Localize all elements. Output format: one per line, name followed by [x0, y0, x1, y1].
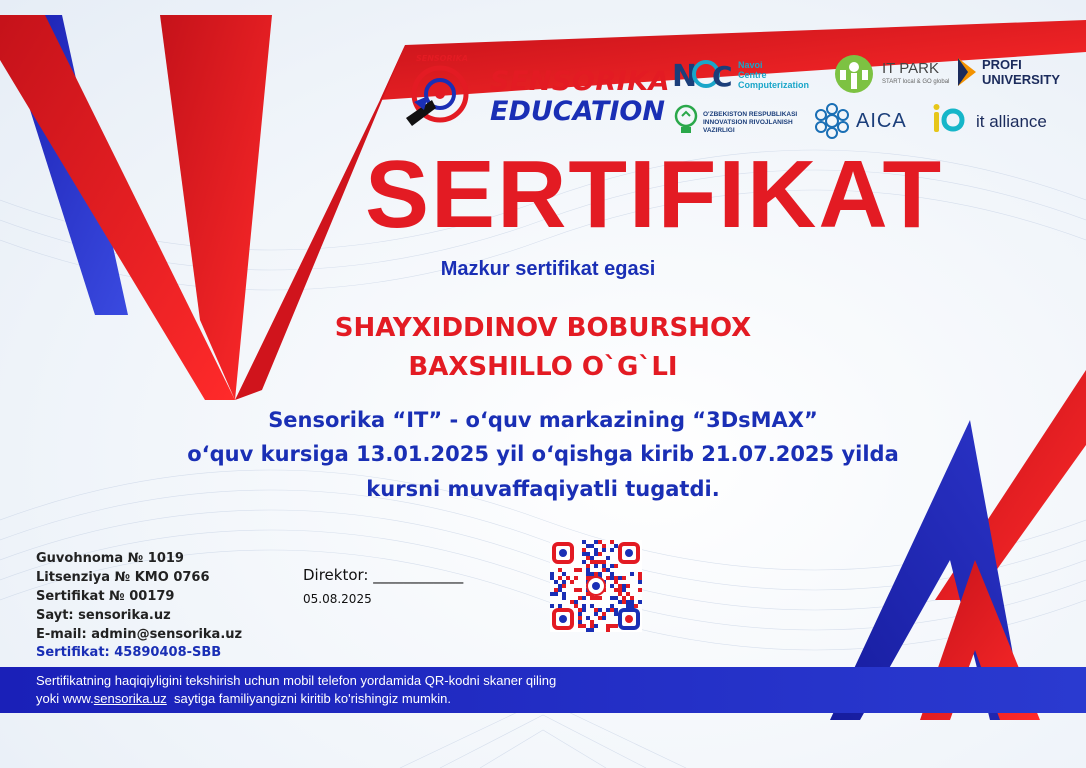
qr-module [594, 612, 598, 616]
qr-module [610, 596, 614, 600]
qr-module [586, 568, 590, 572]
qr-module [582, 624, 586, 628]
footer-line1: Sertifikatning haqiqiyligini tekshirish uchun mobil telefon yordamida QR-kodni skaner qiling [36, 673, 557, 688]
qr-module [638, 580, 642, 584]
qr-module [610, 540, 614, 544]
footer-line2 [36, 691, 451, 706]
qr-module [598, 560, 602, 564]
qr-module [578, 588, 582, 592]
qr-module [562, 584, 566, 588]
qr-module [590, 560, 594, 564]
profi-line1: PROFI [982, 57, 1022, 72]
profi-line2: UNIVERSITY [982, 72, 1061, 87]
qr-module [638, 600, 642, 604]
profi-logo-icon [956, 56, 978, 88]
qr-module [550, 572, 554, 576]
itpark-logo-icon [832, 54, 876, 94]
qr-module [626, 600, 630, 604]
qr-module [638, 576, 642, 580]
itpark-subtitle: START local & GO global [882, 79, 950, 85]
ministry-line1: O'ZBEKISTON RESPUBLIKASI [703, 111, 798, 118]
qr-module [614, 596, 618, 600]
qr-module [630, 572, 634, 576]
qr-module [582, 560, 586, 564]
qr-module [598, 608, 602, 612]
qr-module [638, 588, 642, 592]
qr-module [598, 552, 602, 556]
issue-date: 05.08.2025 [303, 592, 372, 606]
qr-module [594, 552, 598, 556]
qr-module [586, 552, 590, 556]
qr-module [578, 612, 582, 616]
sertifikat-number: Sertifikat № 00179 [36, 589, 175, 604]
footer-website-link[interactable]: sensorika.uz [93, 691, 167, 706]
qr-module [606, 608, 610, 612]
qr-module [558, 568, 562, 572]
certificate-title: SERTIFIKAT [365, 141, 944, 248]
guvohnoma: Guvohnoma № 1019 [36, 551, 184, 566]
qr-module [598, 596, 602, 600]
aica-logo-icon [812, 102, 852, 140]
qr-module [582, 540, 586, 544]
qr-module [622, 576, 626, 580]
qr-module [574, 568, 578, 572]
qr-module [558, 584, 562, 588]
qr-module [582, 552, 586, 556]
qr-module [590, 544, 594, 548]
qr-module [554, 580, 558, 584]
qr-module [554, 592, 558, 596]
qr-module [578, 568, 582, 572]
ncc-line1: Navoi [738, 60, 763, 70]
qr-module [578, 608, 582, 612]
lightbulb-icon [672, 104, 700, 136]
qr-module [614, 580, 618, 584]
ncc-logo-icon [672, 56, 732, 92]
ministry-line2: INNOVATSION RIVOJLANISH [703, 119, 793, 126]
qr-module [606, 556, 610, 560]
qr-module [602, 564, 606, 568]
itpark-title: IT PARK [882, 60, 939, 77]
qr-module [602, 616, 606, 620]
qr-module [602, 568, 606, 572]
recipient-name-line1: SHAYXIDDINOV BOBURSHOX [334, 313, 752, 343]
course-line3: kursni muvaffaqiyatli tugatdi. [366, 477, 720, 501]
ncc-line2: Centre [738, 70, 767, 80]
course-line2: o‘quv kursiga 13.01.2025 yil o‘qishga kirib 21.07.2025 yilda [187, 442, 899, 466]
qr-module [594, 608, 598, 612]
qr-module [586, 544, 590, 548]
qr-module [594, 564, 598, 568]
qr-module [618, 584, 622, 588]
qr-module [594, 572, 598, 576]
qr-module [610, 564, 614, 568]
qr-module [590, 624, 594, 628]
qr-module [602, 548, 606, 552]
svg-text:N: N [672, 59, 698, 92]
qr-module [590, 596, 594, 600]
course-line1: Sensorika “IT” - o‘quv markazining “3DsMAX” [268, 408, 818, 432]
recipient-name-line2: BAXSHILLO O`G`LI [408, 352, 678, 382]
qr-module [614, 564, 618, 568]
qr-module [618, 588, 622, 592]
qr-module [622, 584, 626, 588]
footer-suffix: saytiga familiyangizni kiritib ko'rishingiz mumkin. [166, 691, 452, 706]
qr-module [570, 600, 574, 604]
footer-prefix: yoki www. [36, 691, 94, 706]
qr-module [598, 572, 602, 576]
qr-module [574, 600, 578, 604]
director-label: Direktor: ____________ [303, 566, 464, 584]
qr-module [582, 604, 586, 608]
qr-module [614, 624, 618, 628]
qr-module [582, 548, 586, 552]
svg-text:C: C [712, 60, 732, 92]
qr-module [590, 556, 594, 560]
ministry-line3: VAZIRLIGI [703, 127, 735, 134]
qr-module [626, 584, 630, 588]
qr-module [554, 588, 558, 592]
qr-module [578, 624, 582, 628]
qr-module [594, 624, 598, 628]
qr-module [550, 592, 554, 596]
qr-module [630, 596, 634, 600]
qr-module [610, 604, 614, 608]
qr-module [626, 592, 630, 596]
aica-text: AICA [856, 110, 907, 132]
qr-module [598, 540, 602, 544]
top-red-band [380, 20, 1086, 100]
website: Sayt: sensorika.uz [36, 608, 171, 623]
qr-module [614, 544, 618, 548]
qr-module [582, 596, 586, 600]
qr-module [622, 596, 626, 600]
qr-module [610, 584, 614, 588]
qr-module [578, 596, 582, 600]
qr-module [610, 624, 614, 628]
qr-module [610, 608, 614, 612]
qr-module [590, 604, 594, 608]
qr-module [586, 572, 590, 576]
qr-module [578, 620, 582, 624]
email: E-mail: admin@sensorika.uz [36, 627, 243, 642]
qr-module [594, 560, 598, 564]
qr-module [606, 628, 610, 632]
qr-module [574, 576, 578, 580]
qr-module [606, 568, 610, 572]
qr-module [570, 580, 574, 584]
qr-module [590, 628, 594, 632]
qr-module [586, 628, 590, 632]
qr-module [610, 576, 614, 580]
qr-module [594, 540, 598, 544]
qr-module [586, 616, 590, 620]
qr-module [606, 624, 610, 628]
qr-module [630, 604, 634, 608]
qr-module [550, 576, 554, 580]
qr-module [590, 572, 594, 576]
sensorika-logo-emblem [402, 52, 482, 136]
brand-ring-text: SENSORIKA [416, 54, 469, 63]
qr-module [602, 612, 606, 616]
owner-label: Mazkur sertifikat egasi [440, 258, 656, 280]
qr-module [630, 600, 634, 604]
qr-code[interactable] [550, 540, 642, 632]
qr-module [594, 596, 598, 600]
qr-module [602, 560, 606, 564]
qr-module [558, 588, 562, 592]
qr-module [638, 572, 642, 576]
qr-module [594, 548, 598, 552]
qr-module [598, 616, 602, 620]
qr-module [614, 608, 618, 612]
qr-module [610, 548, 614, 552]
qr-module [606, 576, 610, 580]
qr-module [582, 608, 586, 612]
qr-module [622, 588, 626, 592]
qr-module [626, 604, 630, 608]
qr-module [614, 576, 618, 580]
qr-module [586, 556, 590, 560]
qr-module [614, 612, 618, 616]
qr-module [614, 588, 618, 592]
qr-module [618, 592, 622, 596]
brand-subtitle: EDUCATION [490, 96, 665, 127]
qr-module [562, 592, 566, 596]
qr-module [610, 572, 614, 576]
ncc-line3: Computerization [738, 80, 809, 90]
qr-module [558, 576, 562, 580]
qr-module [574, 588, 578, 592]
qr-module [602, 544, 606, 548]
italliance-logo-icon [932, 104, 972, 136]
qr-module [590, 620, 594, 624]
qr-module [558, 604, 562, 608]
qr-module [622, 600, 626, 604]
qr-module [578, 616, 582, 620]
qr-module [566, 576, 570, 580]
qr-module [562, 572, 566, 576]
qr-module [618, 576, 622, 580]
qr-module [550, 604, 554, 608]
qr-module [618, 600, 622, 604]
litsenziya: Litsenziya № KMO 0766 [36, 570, 210, 585]
italliance-text: it alliance [976, 112, 1047, 131]
qr-module [586, 564, 590, 568]
qr-module [562, 596, 566, 600]
brand-title: SENSORIKA [490, 66, 671, 97]
qr-module [574, 604, 578, 608]
qr-module [562, 580, 566, 584]
sertifikat-id: Sertifikat: 45890408-SBB [36, 645, 222, 660]
qr-module [634, 604, 638, 608]
